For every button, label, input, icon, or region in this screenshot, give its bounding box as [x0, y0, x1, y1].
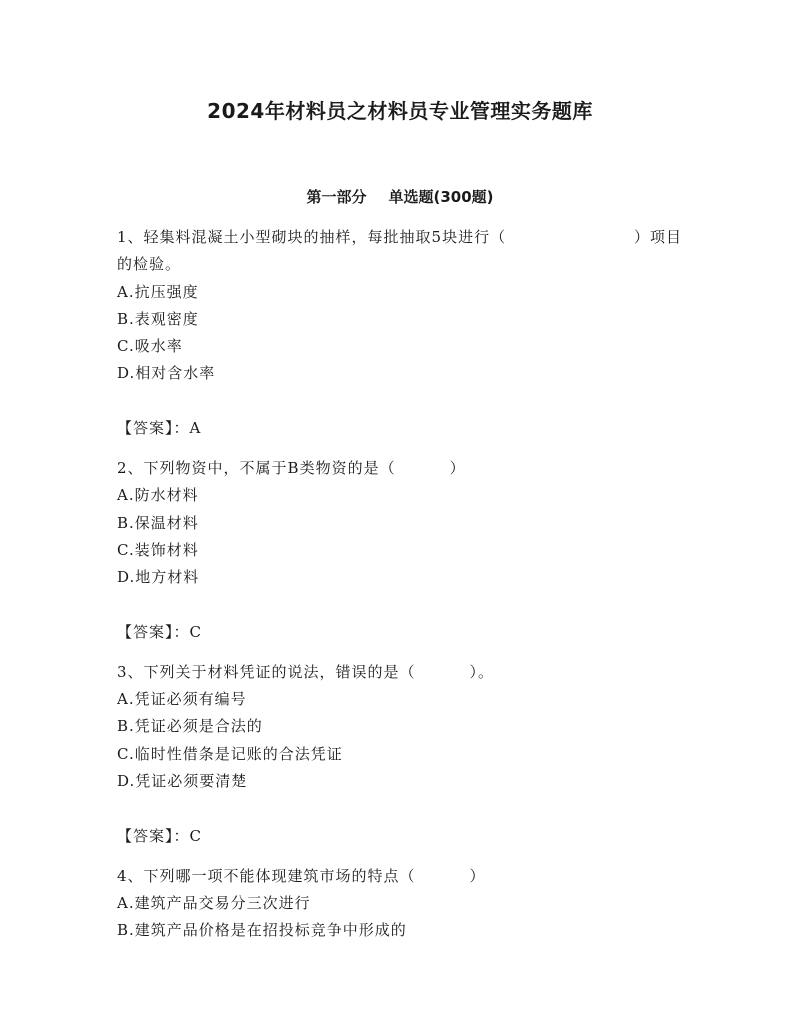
section-heading: [0, 186, 800, 207]
question-1-stem: 1、轻集料混凝土小型砌块的抽样，每批抽取5块进行（ ）项目: [117, 228, 682, 246]
question-3-answer: 【答案】：C: [117, 827, 202, 845]
question-3-option-b: B.凭证必须是合法的: [117, 717, 263, 735]
question-2-answer: 【答案】：C: [117, 623, 202, 641]
question-1-option-b: B.表观密度: [117, 310, 199, 328]
question-2-option-c: C.装饰材料: [117, 541, 199, 559]
question-3-option-c: C.临时性借条是记账的合法凭证: [117, 745, 343, 763]
question-1-option-c: C.吸水率: [117, 337, 183, 355]
question-1-answer: 【答案】：A: [117, 419, 202, 437]
question-1-stem-cont: 的检验。: [117, 255, 182, 273]
question-4-option-b: B.建筑产品价格是在招投标竞争中形成的: [117, 921, 407, 939]
question-2-option-a: A.防水材料: [117, 486, 199, 504]
question-4-option-a: A.建筑产品交易分三次进行: [117, 894, 311, 912]
section-part: 第一部分: [306, 188, 367, 206]
question-2-option-b: B.保温材料: [117, 514, 199, 532]
question-1-option-d: D.相对含水率: [117, 364, 216, 382]
question-2-option-d: D.地方材料: [117, 568, 200, 586]
question-1-option-a: A.抗压强度: [117, 283, 199, 301]
question-3-option-a: A.凭证必须有编号: [117, 690, 247, 708]
question-2-stem: 2、下列物资中，不属于B类物资的是（ ）: [117, 459, 466, 477]
section-name: 单选题(300题): [388, 188, 494, 206]
question-4-stem: 4、下列哪一项不能体现建筑市场的特点（ ）: [117, 867, 486, 885]
document-title: 2024年材料员之材料员专业管理实务题库: [207, 99, 593, 123]
question-3-option-d: D.凭证必须要清楚: [117, 772, 248, 790]
question-3-stem: 3、下列关于材料凭证的说法，错误的是（ ）。: [117, 663, 495, 681]
